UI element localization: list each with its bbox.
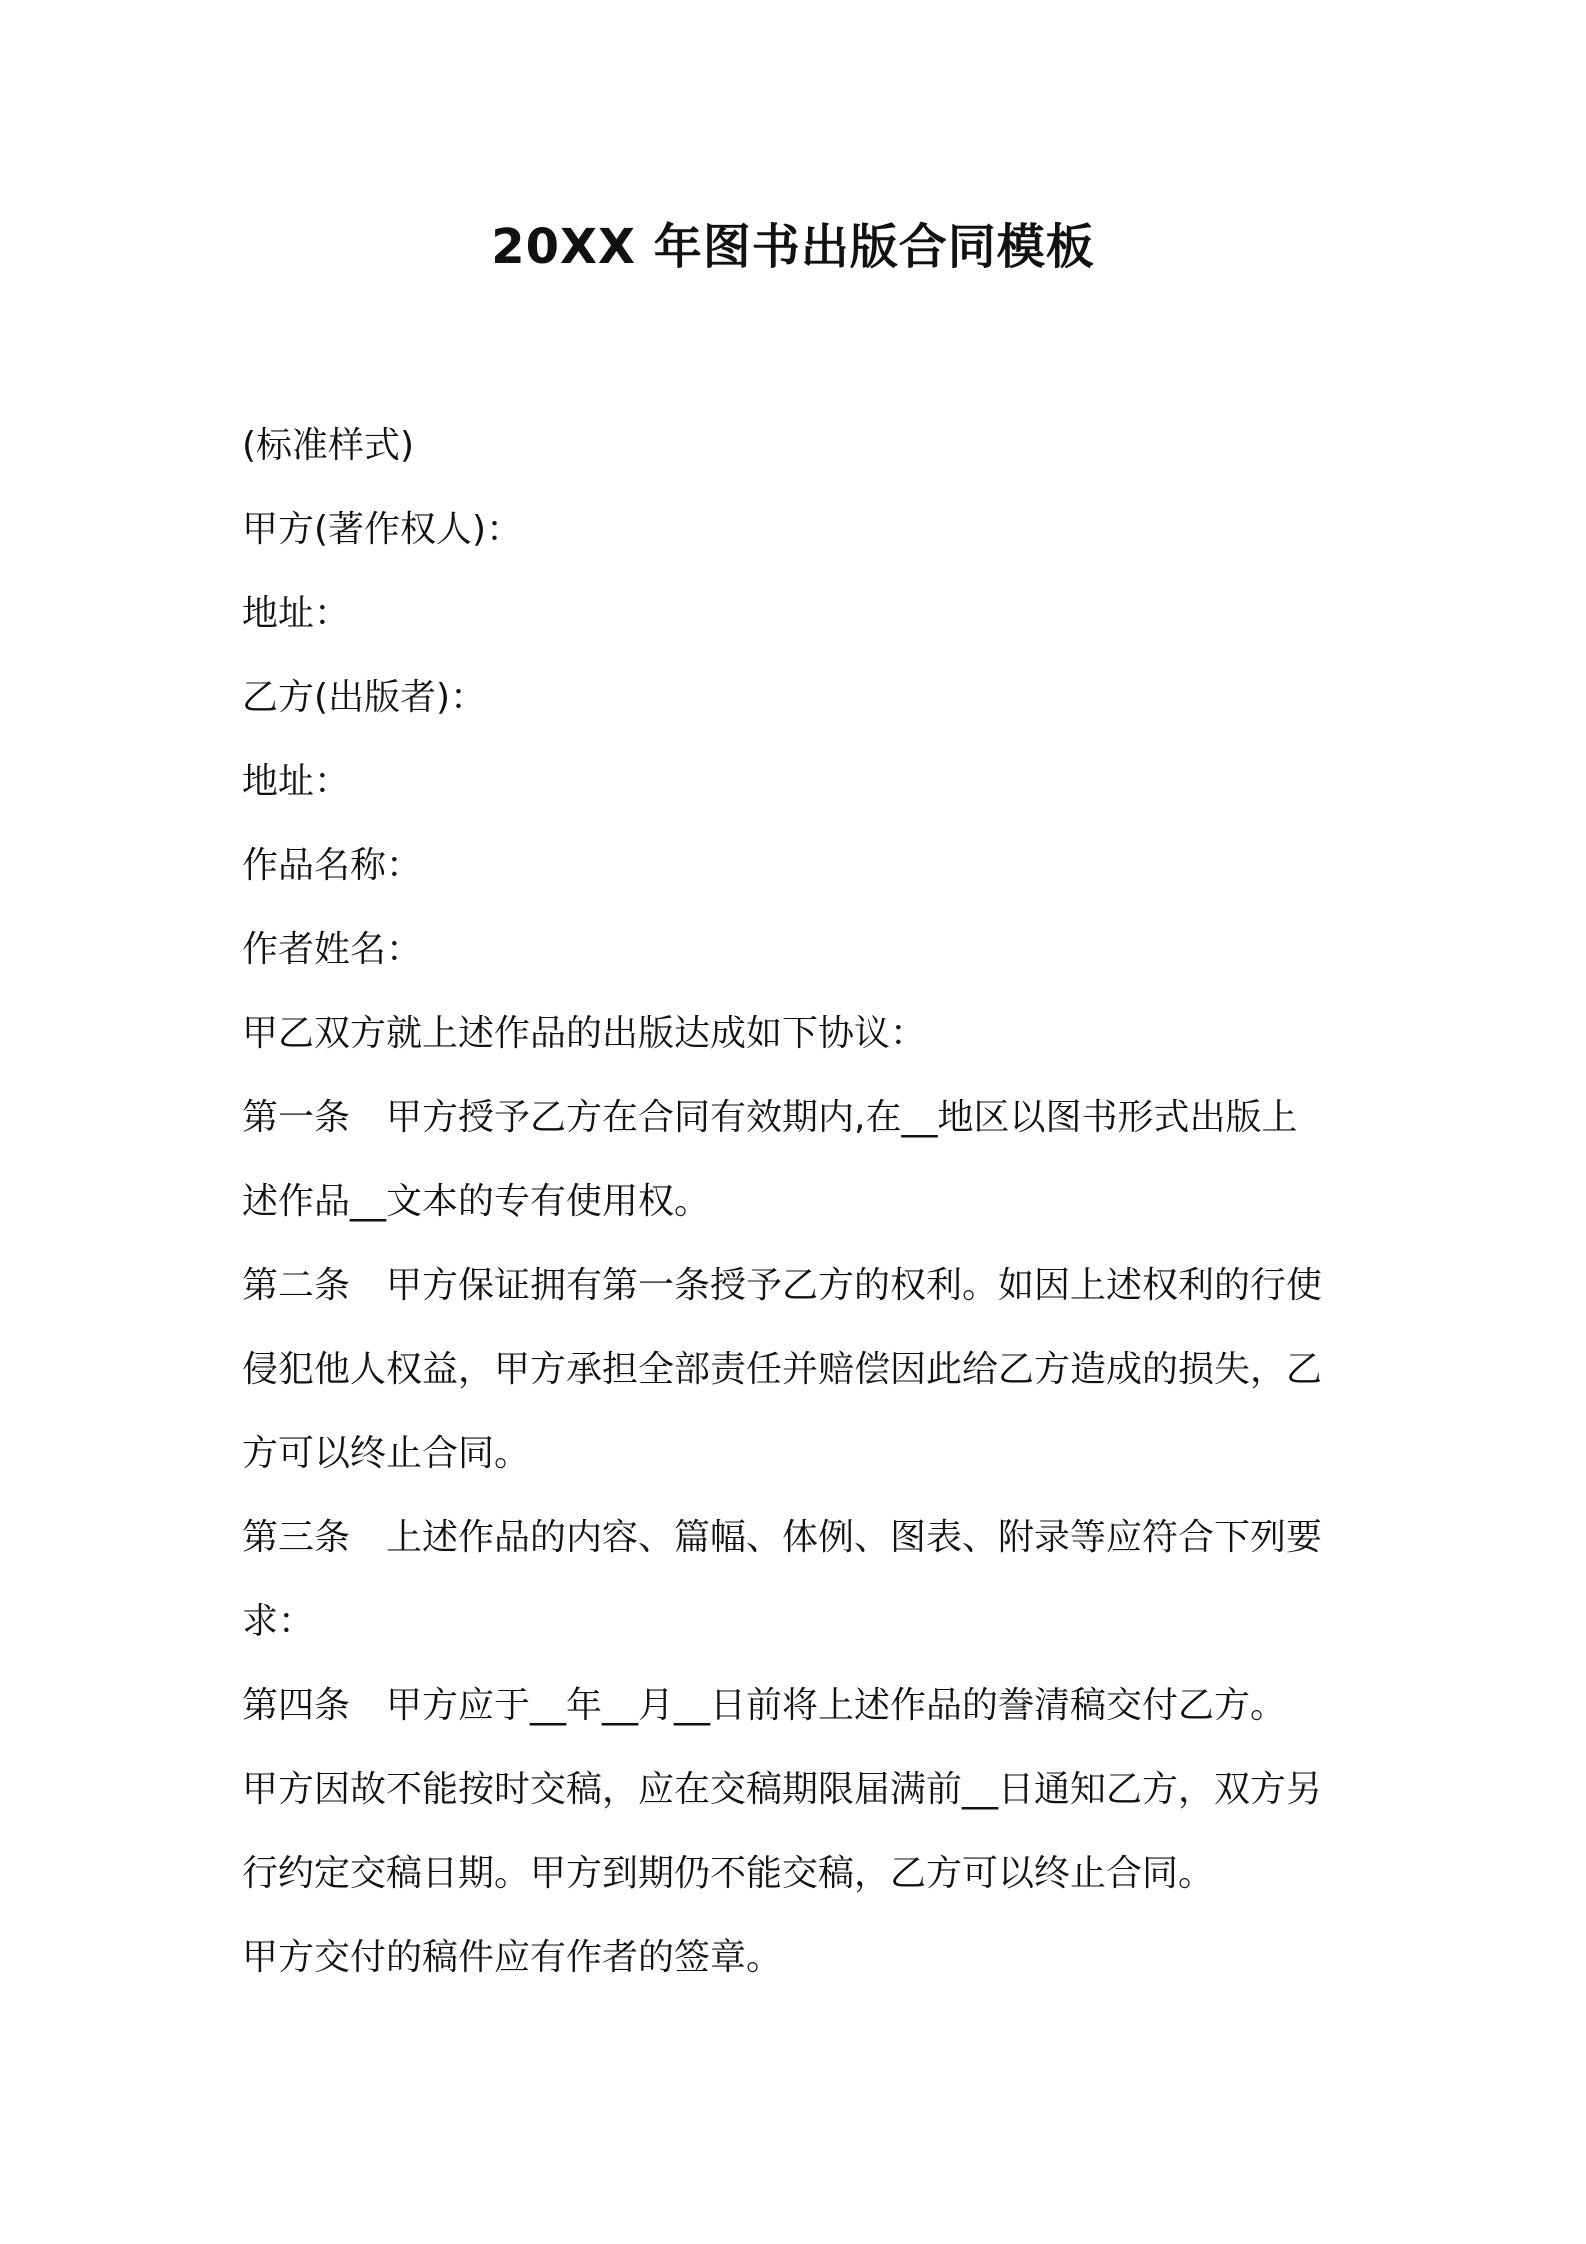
article-1-line-1: 第一条 甲方授予乙方在合同有效期内,在__地区以图书形式出版上 xyxy=(242,1097,1298,1138)
party-a-label: 甲方(著作权人)： xyxy=(242,509,523,550)
article-2-line-3: 方可以终止合同。 xyxy=(242,1433,531,1474)
party-b-label: 乙方(出版者)： xyxy=(242,677,487,718)
agreement-intro: 甲乙双方就上述作品的出版达成如下协议： xyxy=(242,1013,927,1054)
article-3-line-2: 求： xyxy=(242,1601,315,1642)
article-4-line-4: 甲方交付的稿件应有作者的签章。 xyxy=(242,1937,783,1978)
party-a-address-label: 地址： xyxy=(242,593,351,634)
author-name-label: 作者姓名： xyxy=(242,929,423,970)
article-4-line-1: 第四条 甲方应于__年__月__日前将上述作品的誊清稿交付乙方。 xyxy=(242,1685,1287,1726)
article-3-line-1: 第三条 上述作品的内容、篇幅、体例、图表、附录等应符合下列要 xyxy=(242,1517,1323,1558)
article-2-line-2: 侵犯他人权益，甲方承担全部责任并赔偿因此给乙方造成的损失，乙 xyxy=(242,1349,1323,1390)
style-note: (标准样式) xyxy=(242,425,415,466)
article-1-line-2: 述作品__文本的专有使用权。 xyxy=(242,1181,711,1222)
article-4-line-2: 甲方因故不能按时交稿，应在交稿期限届满前__日通知乙方，双方另 xyxy=(242,1769,1323,1810)
party-b-address-label: 地址： xyxy=(242,761,351,802)
document-title: 20XX 年图书出版合同模板 xyxy=(491,219,1095,275)
article-4-line-3: 行约定交稿日期。甲方到期仍不能交稿，乙方可以终止合同。 xyxy=(242,1853,1215,1894)
work-title-label: 作品名称： xyxy=(242,845,423,886)
article-2-line-1: 第二条 甲方保证拥有第一条授予乙方的权利。如因上述权利的行使 xyxy=(242,1265,1323,1306)
document-body xyxy=(242,404,1352,2000)
